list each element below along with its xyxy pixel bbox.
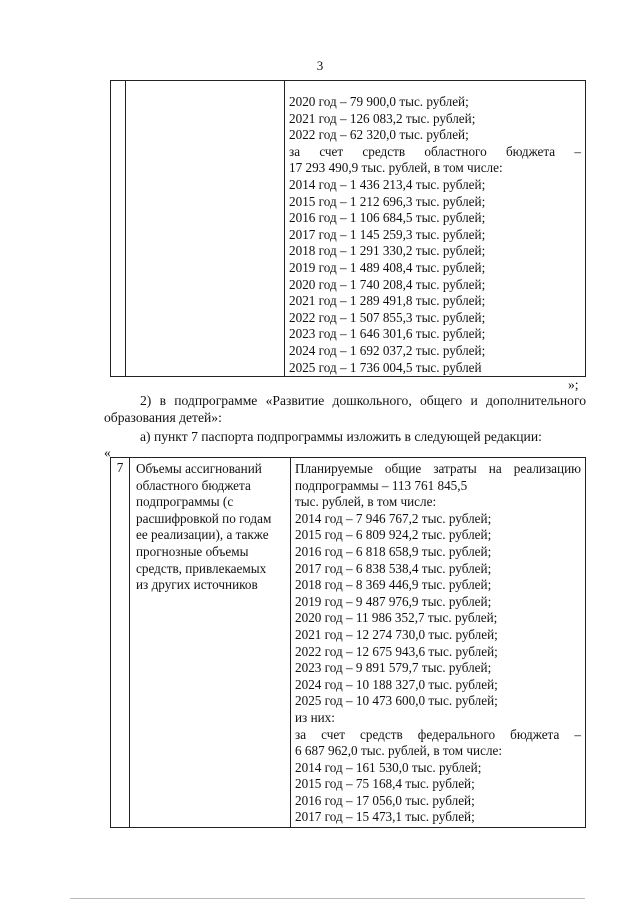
funding-line: 2023 год – 1 646 301,6 тыс. рублей; bbox=[289, 326, 486, 342]
funding-line: из них: bbox=[295, 709, 335, 725]
top-table-number-cell bbox=[111, 81, 126, 377]
description-line: Объемы ассигнований bbox=[136, 461, 262, 476]
funding-line: 2017 год – 15 473,1 тыс. рублей; bbox=[295, 809, 475, 825]
funding-line: 2017 год – 6 838 538,4 тыс. рублей; bbox=[295, 560, 492, 576]
funding-line: 2022 год – 12 675 943,6 тыс. рублей; bbox=[295, 643, 498, 659]
funding-line: 2014 год – 161 530,0 тыс. рублей; bbox=[295, 759, 482, 775]
closing-quote: »; bbox=[568, 377, 579, 392]
paragraph-subprogram: 2) в подпрограмме «Развитие дошкольного, общего и дополнительного образования детей»: bbox=[104, 393, 586, 425]
top-table bbox=[110, 80, 586, 377]
funding-line: 2019 год – 9 487 976,9 тыс. рублей; bbox=[295, 593, 492, 609]
funding-line: 2014 год – 7 946 767,2 тыс. рублей; bbox=[295, 510, 492, 526]
funding-line: 17 293 490,9 тыс. рублей, в том числе: bbox=[289, 160, 503, 176]
row-content-cell bbox=[291, 458, 586, 828]
funding-line: 2018 год – 1 291 330,2 тыс. рублей; bbox=[289, 243, 486, 259]
funding-line: 2022 год – 1 507 855,3 тыс. рублей; bbox=[289, 309, 486, 325]
opening-quote: « bbox=[104, 445, 111, 460]
funding-line: 2021 год – 1 289 491,8 тыс. рублей; bbox=[289, 293, 486, 309]
funding-line: за счет средств областного бюджета – bbox=[289, 143, 581, 159]
description-line: расшифровкой по годам bbox=[136, 510, 272, 526]
funding-line: Планируемые общие затраты на реализацию bbox=[295, 461, 581, 476]
top-table-description-cell bbox=[126, 81, 285, 377]
funding-line: 2018 год – 8 369 446,9 тыс. рублей; bbox=[295, 577, 492, 593]
funding-line: 2014 год – 1 436 213,4 тыс. рублей; bbox=[289, 176, 486, 192]
funding-line: 2015 год – 1 212 696,3 тыс. рублей; bbox=[289, 193, 486, 209]
funding-line: 2016 год – 17 056,0 тыс. рублей; bbox=[295, 792, 475, 808]
description-line: из других источников bbox=[136, 577, 258, 593]
funding-line: 2022 год – 62 320,0 тыс. рублей; bbox=[289, 127, 469, 143]
top-table-content-cell bbox=[285, 81, 586, 377]
page-bottom-rule bbox=[70, 898, 585, 899]
funding-line: 2025 год – 10 473 600,0 тыс. рублей; bbox=[295, 693, 498, 709]
row-number: 7 bbox=[116, 460, 124, 475]
funding-line: тыс. рублей, в том числе: bbox=[295, 494, 437, 510]
description-line: областного бюджета bbox=[136, 477, 251, 493]
funding-line: 2015 год – 75 168,4 тыс. рублей; bbox=[295, 776, 475, 792]
row-number-cell bbox=[111, 458, 130, 828]
funding-line: 2021 год – 12 274 730,0 тыс. рублей; bbox=[295, 626, 498, 642]
funding-line: 2016 год – 1 106 684,5 тыс. рублей; bbox=[289, 210, 486, 226]
paragraph-instruction: а) пункт 7 паспорта подпрограммы изложить в следующей редакции: bbox=[140, 429, 542, 444]
funding-line: 2015 год – 6 809 924,2 тыс. рублей; bbox=[295, 527, 492, 543]
funding-line: 2021 год – 126 083,2 тыс. рублей; bbox=[289, 110, 476, 126]
description-line: средств, привлекаемых bbox=[136, 560, 267, 576]
funding-line: 2019 год – 1 489 408,4 тыс. рублей; bbox=[289, 259, 486, 275]
funding-line: 6 687 962,0 тыс. рублей, в том числе: bbox=[295, 743, 503, 759]
funding-line: 2020 год – 1 740 208,4 тыс. рублей; bbox=[289, 276, 486, 292]
page-number: 3 bbox=[316, 58, 324, 73]
funding-line: подпрограммы – 113 761 845,5 bbox=[295, 477, 468, 493]
funding-line: 2016 год – 6 818 658,9 тыс. рублей; bbox=[295, 543, 492, 559]
funding-line: 2024 год – 10 188 327,0 тыс. рублей; bbox=[295, 676, 498, 692]
bottom-table bbox=[110, 457, 586, 828]
funding-line: 2017 год – 1 145 259,3 тыс. рублей; bbox=[289, 226, 486, 242]
funding-line: 2020 год – 11 986 352,7 тыс. рублей; bbox=[295, 610, 498, 626]
row-description-cell bbox=[130, 458, 291, 828]
description-line: прогнозные объемы bbox=[136, 543, 249, 559]
funding-line: 2025 год – 1 736 004,5 тыс. рублей bbox=[289, 359, 482, 375]
funding-line: за счет средств федерального бюджета – bbox=[295, 726, 581, 742]
funding-line: 2020 год – 79 900,0 тыс. рублей; bbox=[289, 94, 469, 109]
description-line: ее реализации), а также bbox=[136, 527, 269, 543]
funding-line: 2023 год – 9 891 579,7 тыс. рублей; bbox=[295, 660, 492, 676]
description-line: подпрограммы (с bbox=[136, 494, 234, 510]
funding-line: 2024 год – 1 692 037,2 тыс. рублей; bbox=[289, 342, 486, 358]
